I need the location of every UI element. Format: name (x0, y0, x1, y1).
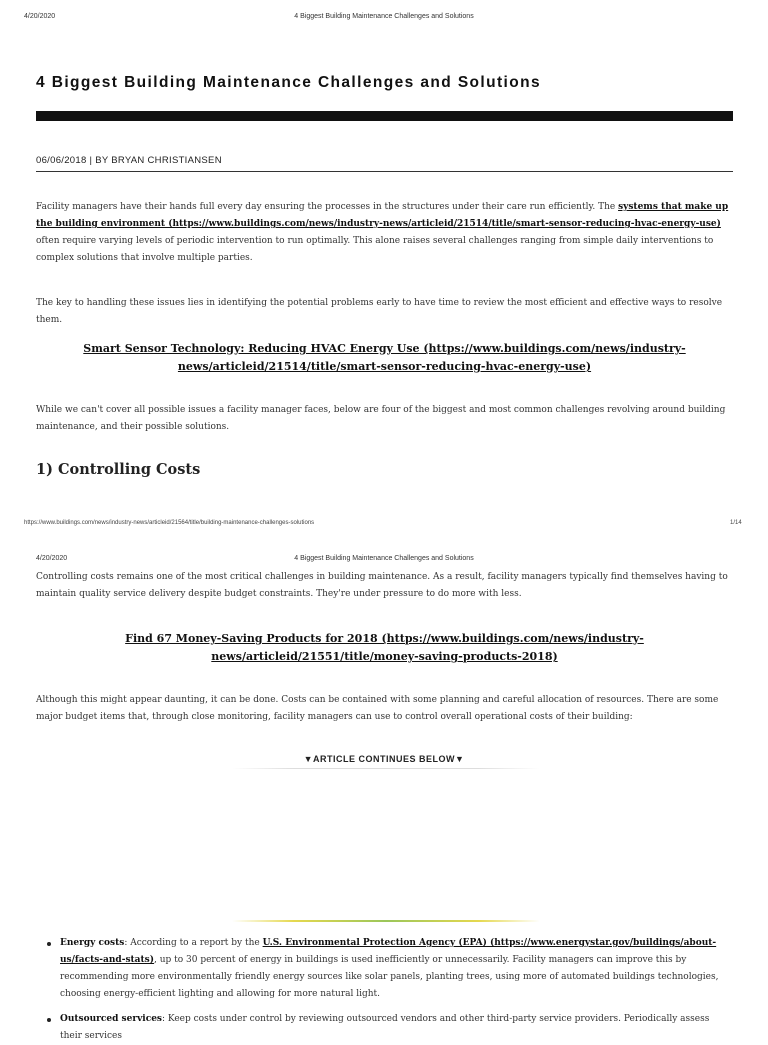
print-header-title: 4 Biggest Building Maintenance Challenges and Solutions (294, 13, 474, 20)
article-byline: 06/06/2018 | BY BRYAN CHRISTIANSEN (36, 155, 222, 166)
money-saving-link[interactable]: Find 67 Money-Saving Products for 2018 (https://www.buildings.com/news/industry-news/articleid/21551/title/money-saving-products-2018) (125, 632, 644, 663)
paragraph-overview: While we can't cover all possible issues a facility manager faces, below are four of the biggest and most common challenges revolving around building maintenance, and their possible solutions. (36, 405, 726, 432)
ad-divider-top (232, 768, 540, 769)
article-continues-label: ▼ARTICLE CONTINUES BELOW▼ (303, 754, 465, 764)
bullet-icon (47, 942, 51, 946)
bullet-text: : According to a report by the (124, 938, 263, 948)
title-divider (36, 111, 733, 121)
related-article-link-block (36, 630, 733, 666)
bullet-text: : Keep costs under control by reviewing outsourced vendors and other third-party service providers. Periodically assess their services (60, 1014, 710, 1041)
bullet-label: Outsourced services (60, 1014, 162, 1024)
budget-items-list (36, 935, 733, 1045)
intro-text-cont: often require varying levels of periodic intervention to run optimally. This alone raises several challenges ranging from simple daily interventions to complex solutions that involve multiple parties. (36, 236, 714, 263)
print-header-date: 4/20/2020 (24, 13, 56, 20)
paragraph-budget: Although this might appear daunting, it can be done. Costs can be contained with some planning and careful allocation of resources. There are some major budget items that, through close monitoring, facility managers can use to control overall operational costs of their building: (36, 695, 719, 722)
print-footer-url: https://www.buildings.com/news/industry-news/articleid/21564/title/building-maintenance-challenges-solutions (24, 520, 315, 526)
list-item (36, 1011, 733, 1045)
paragraph-intro (36, 199, 733, 267)
related-article-link-block (36, 340, 733, 376)
epa-link[interactable]: U.S. Environmental Protection Agency (EPA) (https://www.energystar.gov/buildings/about-us/facts-and-stats) (60, 938, 717, 965)
print-header-date: 4/20/2020 (36, 555, 68, 562)
print-footer-page: 1/14 (730, 520, 742, 526)
bullet-label: Energy costs (60, 938, 125, 948)
paragraph-key: The key to handling these issues lies in identifying the potential problems early to have time to review the most efficient and effective ways to resolve them. (36, 298, 723, 325)
intro-text: Facility managers have their hands full every day ensuring the processes in the structures under their care run efficiently. The (36, 202, 619, 212)
section-heading: 1) Controlling Costs (36, 461, 201, 478)
ad-divider-bottom (232, 920, 540, 922)
print-header-title: 4 Biggest Building Maintenance Challenges and Solutions (294, 555, 474, 562)
bullet-icon (47, 1018, 51, 1022)
byline-divider (36, 171, 733, 172)
article-title: 4 Biggest Building Maintenance Challenges and Solutions (36, 74, 542, 91)
smart-sensor-link[interactable]: Smart Sensor Technology: Reducing HVAC Energy Use (https://www.buildings.com/news/industry-news/articleid/21514/title/smart-sensor-reducing-hvac-energy-use) (83, 342, 686, 373)
bullet-text-cont: , up to 30 percent of energy in buildings is used inefficiently or unnecessarily. Facility managers can improve this by recommending more environmentally friendly energy sources like solar panels, planting trees, using more of automated buildings technologies, choosing energy-efficient lighting and allowing for more natural light. (60, 955, 719, 999)
list-item (36, 935, 733, 1003)
paragraph-costs: Controlling costs remains one of the most critical challenges in building maintenance. As a result, facility managers typically find themselves having to maintain quality service delivery despite budget constraints. They're under pressure to do more with less. (36, 572, 728, 599)
systems-link[interactable]: systems that make up the building environment (https://www.buildings.com/news/industry-news/articleid/21514/title/smart-sensor-reducing-hvac-energy-use) (36, 202, 729, 229)
